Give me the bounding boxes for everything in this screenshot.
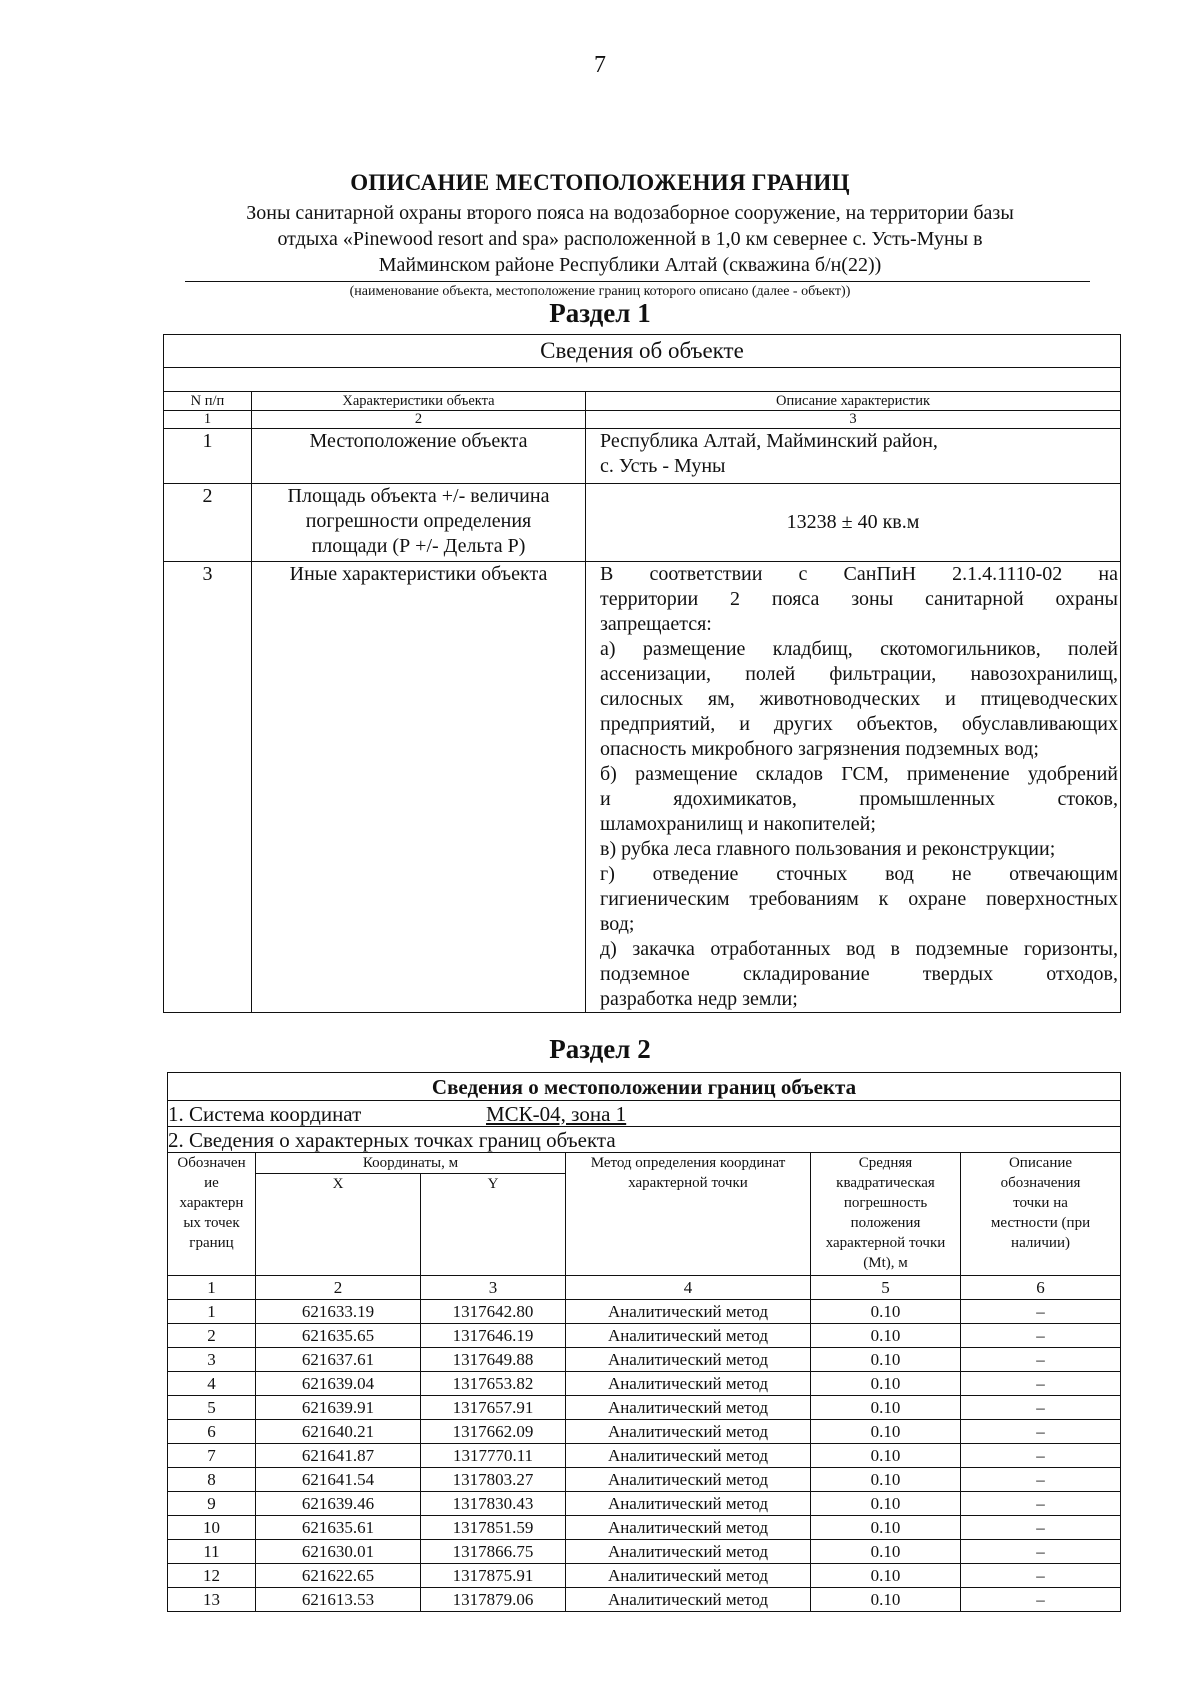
point-x: 621637.61 [256,1348,421,1372]
point-id: 6 [168,1420,256,1444]
description-line: опасность микробного загрязнения подземных вод; [600,738,1039,760]
point-x: 621639.91 [256,1396,421,1420]
points-body [168,1300,1121,1612]
header-line: Метод определения координат [590,1155,786,1171]
description-line: силосных ям, животноводческих и птицеводческих [600,688,1118,710]
column-number: 3 [421,1276,566,1300]
description-line: ассенизации, полей фильтрации, навозохранилищ, [600,663,1118,685]
header-line: Средняя [858,1155,913,1171]
point-method: Аналитический метод [566,1348,811,1372]
table-row [168,1468,1121,1492]
name-line: погрешности определения [305,510,532,532]
coordinate-system-label: 1. Система координат [168,1101,362,1126]
point-id: 7 [168,1444,256,1468]
header-line: положения [850,1215,921,1231]
description-line: д) закачка отработанных вод в подземные горизонты, [600,938,1118,960]
point-x: 621635.65 [256,1324,421,1348]
point-description: – [961,1516,1121,1540]
header-line: квадратическая [836,1175,935,1191]
table-row [168,1300,1121,1324]
points-info-label: 2. Сведения о характерных точках границ объекта [168,1127,1121,1153]
table-row [164,484,1121,562]
restrictions-description [586,562,1121,1013]
header-line: ие [204,1175,219,1191]
row-number: 2 [164,484,252,562]
description-line: и ядохимикатов, промышленных стоков, [600,788,1118,810]
point-y: 1317649.88 [421,1348,566,1372]
column-header-method [566,1153,811,1276]
description-line: шламохранилищ и накопителей; [600,813,876,835]
header-line: наличии) [1011,1235,1070,1251]
header-line: погрешность [843,1195,928,1211]
point-description: – [961,1348,1121,1372]
column-header-coordinates: Координаты, м [256,1153,566,1174]
point-error: 0.10 [811,1324,961,1348]
characteristic-name [252,484,586,562]
point-id: 4 [168,1372,256,1396]
table-row [168,1396,1121,1420]
point-x: 621639.46 [256,1492,421,1516]
description-line: разработка недр земли; [600,988,798,1010]
object-name-line: Майминском районе Республики Алтай (скважина б/н(22)) [378,254,882,276]
characteristic-name: Местоположение объекта [252,429,586,484]
header-line: границ [189,1235,234,1251]
description-line: запрещается: [600,613,712,635]
point-y: 1317851.59 [421,1516,566,1540]
point-id: 3 [168,1348,256,1372]
point-id: 12 [168,1564,256,1588]
point-y: 1317646.19 [421,1324,566,1348]
header-line: Обозначен [177,1155,246,1171]
underline-divider [185,281,1090,282]
point-id: 1 [168,1300,256,1324]
row-number: 1 [164,429,252,484]
column-header-y: Y [421,1174,566,1276]
document-title: ОПИСАНИЕ МЕСТОПОЛОЖЕНИЯ ГРАНИЦ [350,170,850,195]
column-number: 5 [811,1276,961,1300]
table-row [164,562,1121,1013]
point-error: 0.10 [811,1396,961,1420]
point-error: 0.10 [811,1516,961,1540]
point-y: 1317879.06 [421,1588,566,1612]
point-error: 0.10 [811,1468,961,1492]
coordinate-system-row [168,1101,1121,1127]
header-line: Описание [1008,1155,1073,1171]
header-line: характерн [179,1195,244,1211]
point-x: 621641.87 [256,1444,421,1468]
column-header: Описание характеристик [586,392,1121,411]
point-method: Аналитический метод [566,1420,811,1444]
description-line: б) размещение складов ГСМ, применение удобрений [600,763,1118,785]
section1-table-title: Сведения об объекте [164,335,1121,368]
point-id: 8 [168,1468,256,1492]
description-line: подземное складирование твердых отходов, [600,963,1118,985]
point-method: Аналитический метод [566,1468,811,1492]
description-line: вод; [600,913,635,935]
point-id: 2 [168,1324,256,1348]
point-id: 10 [168,1516,256,1540]
point-y: 1317642.80 [421,1300,566,1324]
point-y: 1317866.75 [421,1540,566,1564]
description-line: предприятий, и других объектов, обуславливающих [600,713,1118,735]
point-x: 621639.04 [256,1372,421,1396]
point-description: – [961,1468,1121,1492]
point-description: – [961,1396,1121,1420]
point-id: 9 [168,1492,256,1516]
point-y: 1317662.09 [421,1420,566,1444]
point-error: 0.10 [811,1492,961,1516]
table-row [168,1492,1121,1516]
point-error: 0.10 [811,1348,961,1372]
column-number: 4 [566,1276,811,1300]
point-method: Аналитический метод [566,1588,811,1612]
header-line: местности (при [990,1215,1091,1231]
table-row [168,1540,1121,1564]
section2-table-title: Сведения о местоположении границ объекта [168,1073,1121,1101]
table-row [168,1420,1121,1444]
boundary-points-table [167,1072,1121,1612]
column-number: 1 [164,411,252,429]
object-name-caption: (наименование объекта, местоположение границ которого описано (далее - объект)) [349,284,851,299]
column-header-error [811,1153,961,1276]
description-line: а) размещение кладбищ, скотомогильников, полей [600,638,1118,660]
description-line: с. Усть - Муны [600,455,726,477]
point-y: 1317657.91 [421,1396,566,1420]
table-row [168,1324,1121,1348]
name-line: площади (Р +/- Дельта Р) [311,535,526,557]
header-line: ых точек [183,1215,240,1231]
point-y: 1317875.91 [421,1564,566,1588]
column-number: 2 [256,1276,421,1300]
header-line: (Mt), м [863,1255,908,1271]
characteristic-name: Иные характеристики объекта [252,562,586,1013]
point-y: 1317653.82 [421,1372,566,1396]
table-row [168,1372,1121,1396]
point-method: Аналитический метод [566,1540,811,1564]
header-line: точки на [1013,1195,1068,1211]
point-description: – [961,1420,1121,1444]
point-id: 13 [168,1588,256,1612]
point-description: – [961,1300,1121,1324]
table-row [168,1516,1121,1540]
point-description: – [961,1372,1121,1396]
name-line: Площадь объекта +/- величина [287,485,550,507]
coordinate-system-value: МСК-04, зона 1 [486,1101,627,1126]
column-header-description [961,1153,1121,1276]
point-method: Аналитический метод [566,1372,811,1396]
point-y: 1317770.11 [421,1444,566,1468]
point-description: – [961,1564,1121,1588]
section1-heading: Раздел 1 [549,298,651,328]
point-method: Аналитический метод [566,1396,811,1420]
column-header: N п/п [164,392,252,411]
description-line: в) рубка леса главного пользования и реконструкции; [600,838,1056,860]
point-method: Аналитический метод [566,1516,811,1540]
point-description: – [961,1492,1121,1516]
section2-heading: Раздел 2 [549,1034,651,1064]
area-value: 13238 ± 40 кв.м [586,484,1121,562]
point-y: 1317803.27 [421,1468,566,1492]
column-header-x: X [256,1174,421,1276]
point-error: 0.10 [811,1564,961,1588]
column-number: 3 [586,411,1121,429]
description-line: территории 2 пояса зоны санитарной охраны [600,588,1118,610]
table-row [164,429,1121,484]
point-x: 621633.19 [256,1300,421,1324]
point-x: 621641.54 [256,1468,421,1492]
column-number: 2 [252,411,586,429]
point-error: 0.10 [811,1540,961,1564]
description-line: гигиеническим требованиям к охране поверхностных [600,888,1118,910]
point-id: 11 [168,1540,256,1564]
page-number: 7 [594,52,606,78]
object-name-line: отдыха «Pinewood resort and spa» расположенной в 1,0 км севернее с. Усть-Муны в [277,228,983,250]
column-number: 6 [961,1276,1121,1300]
header-line: характерной точки [825,1235,946,1251]
point-id: 5 [168,1396,256,1420]
table-row [168,1588,1121,1612]
empty-row [164,368,1121,392]
description-line: В соответствии с СанПиН 2.1.4.1110-02 на [600,563,1118,585]
point-method: Аналитический метод [566,1300,811,1324]
point-description: – [961,1444,1121,1468]
point-x: 621613.53 [256,1588,421,1612]
point-method: Аналитический метод [566,1444,811,1468]
point-x: 621630.01 [256,1540,421,1564]
characteristic-description [586,429,1121,484]
description-line: Республика Алтай, Майминский район, [600,430,938,452]
point-error: 0.10 [811,1372,961,1396]
point-description: – [961,1324,1121,1348]
column-number: 1 [168,1276,256,1300]
point-description: – [961,1588,1121,1612]
column-header: Характеристики объекта [252,392,586,411]
point-error: 0.10 [811,1420,961,1444]
point-x: 621640.21 [256,1420,421,1444]
object-name [170,200,1090,278]
point-method: Аналитический метод [566,1324,811,1348]
point-method: Аналитический метод [566,1564,811,1588]
point-x: 621622.65 [256,1564,421,1588]
header-line: характерной точки [628,1175,748,1191]
column-header-designation [168,1153,256,1276]
table-row [168,1564,1121,1588]
row-number: 3 [164,562,252,1013]
point-error: 0.10 [811,1588,961,1612]
point-y: 1317830.43 [421,1492,566,1516]
point-method: Аналитический метод [566,1492,811,1516]
header-line: обозначения [1000,1175,1081,1191]
object-info-table [163,334,1121,1013]
object-name-line: Зоны санитарной охраны второго пояса на водозаборное сооружение, на территории базы [246,202,1014,224]
point-description: – [961,1540,1121,1564]
description-line: г) отведение сточных вод не отвечающим [600,863,1118,885]
table-row [168,1444,1121,1468]
table-row [168,1348,1121,1372]
point-error: 0.10 [811,1444,961,1468]
point-error: 0.10 [811,1300,961,1324]
point-x: 621635.61 [256,1516,421,1540]
